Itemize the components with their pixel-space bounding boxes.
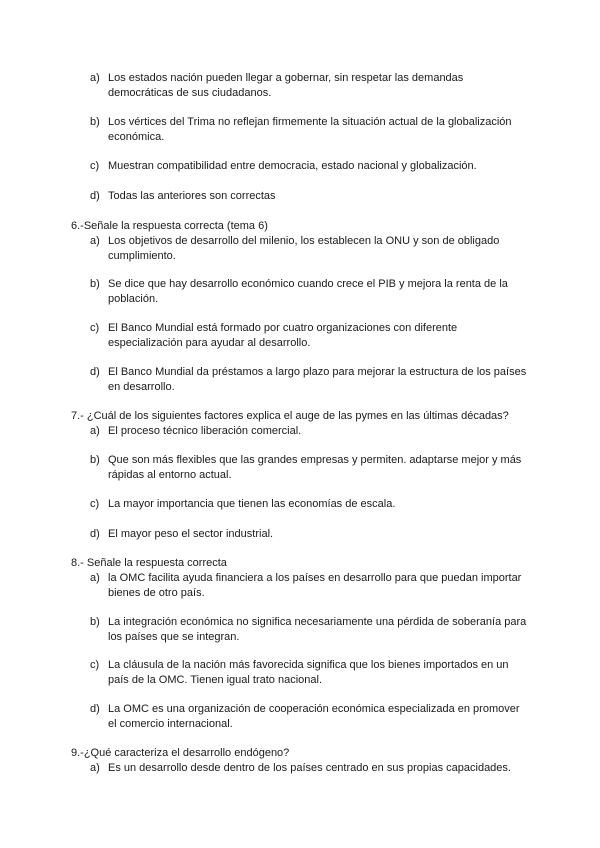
option-q9-a <box>90 761 530 776</box>
option-text: Todas las anteriores son correctas <box>108 190 276 202</box>
option-letter: a) <box>90 425 100 437</box>
option-letter: c) <box>90 322 100 334</box>
option-q8-b <box>90 615 530 645</box>
option-text: Los estados nación pueden llegar a gobernar, sin respetar las demandas democráticas de sus ciudadanos. <box>108 72 464 99</box>
question-8: 8.- Señale la respuesta correcta <box>71 557 227 569</box>
option-letter: a) <box>90 235 100 247</box>
option-letter: b) <box>90 454 100 466</box>
option-q6-d <box>90 365 530 395</box>
option-block0-a <box>90 71 530 101</box>
option-letter: c) <box>90 498 100 510</box>
question-6: 6.-Señale la respuesta correcta (tema 6) <box>71 220 268 232</box>
option-letter: b) <box>90 616 100 628</box>
option-text: El proceso técnico liberación comercial. <box>108 425 302 437</box>
option-text: Los objetivos de desarrollo del milenio, los establecen la ONU y son de obligado cumplimiento. <box>108 235 500 262</box>
option-text: la OMC facilita ayuda financiera a los países en desarrollo para que puedan importar bienes de otro país. <box>108 572 522 599</box>
question-7: 7.- ¿Cuál de los siguientes factores explica el auge de las pymes en las últimas décadas? <box>71 410 509 422</box>
option-block0-c <box>90 159 530 174</box>
option-text: Es un desarrollo desde dentro de los países centrado en sus propias capacidades. <box>108 762 511 774</box>
option-letter: b) <box>90 116 100 128</box>
option-text: La integración económica no significa necesariamente una pérdida de soberanía para los países que se integran. <box>108 616 527 643</box>
option-text: Los vértices del Trima no reflejan firmemente la situación actual de la globalización económica. <box>108 116 512 143</box>
option-letter: d) <box>90 190 100 202</box>
option-block0-b <box>90 115 530 145</box>
option-text: El mayor peso el sector industrial. <box>108 528 274 540</box>
option-letter: d) <box>90 703 100 715</box>
option-letter: d) <box>90 366 100 378</box>
option-q7-c <box>90 497 530 512</box>
option-letter: d) <box>90 528 100 540</box>
option-text: Que son más flexibles que las grandes empresas y permiten. adaptarse mejor y más rápidas al entorno actual. <box>108 454 522 481</box>
option-text: La OMC es una organización de cooperación económica especializada en promover el comercio internacional. <box>108 703 520 730</box>
option-q8-c <box>90 658 530 688</box>
option-letter: b) <box>90 278 100 290</box>
option-q6-a <box>90 234 530 264</box>
option-q7-a <box>90 424 530 439</box>
option-letter: a) <box>90 72 100 84</box>
option-q7-b <box>90 453 530 483</box>
question-9: 9.-¿Qué caracteriza el desarrollo endógeno? <box>71 747 290 759</box>
option-q7-d <box>90 527 530 542</box>
option-letter: a) <box>90 572 100 584</box>
option-text: La mayor importancia que tienen las economías de escala. <box>108 498 396 510</box>
option-text: Se dice que hay desarrollo económico cuando crece el PIB y mejora la renta de la población. <box>108 278 508 305</box>
option-letter: c) <box>90 160 100 172</box>
option-q6-c <box>90 321 530 351</box>
option-q8-a <box>90 571 530 601</box>
option-letter: a) <box>90 762 100 774</box>
option-letter: c) <box>90 659 100 671</box>
option-q8-d <box>90 702 530 732</box>
option-text: El Banco Mundial da préstamos a largo plazo para mejorar la estructura de los países en desarrollo. <box>108 366 527 393</box>
option-text: La cláusula de la nación más favorecida significa que los bienes importados en un país de la OMC. Tienen igual trato nacional. <box>108 659 509 686</box>
option-text: Muestran compatibilidad entre democracia, estado nacional y globalización. <box>108 160 477 172</box>
option-text: El Banco Mundial está formado por cuatro organizaciones con diferente especialización para ayudar al desarrollo. <box>108 322 458 349</box>
option-q6-b <box>90 277 530 307</box>
option-block0-d <box>90 189 530 204</box>
